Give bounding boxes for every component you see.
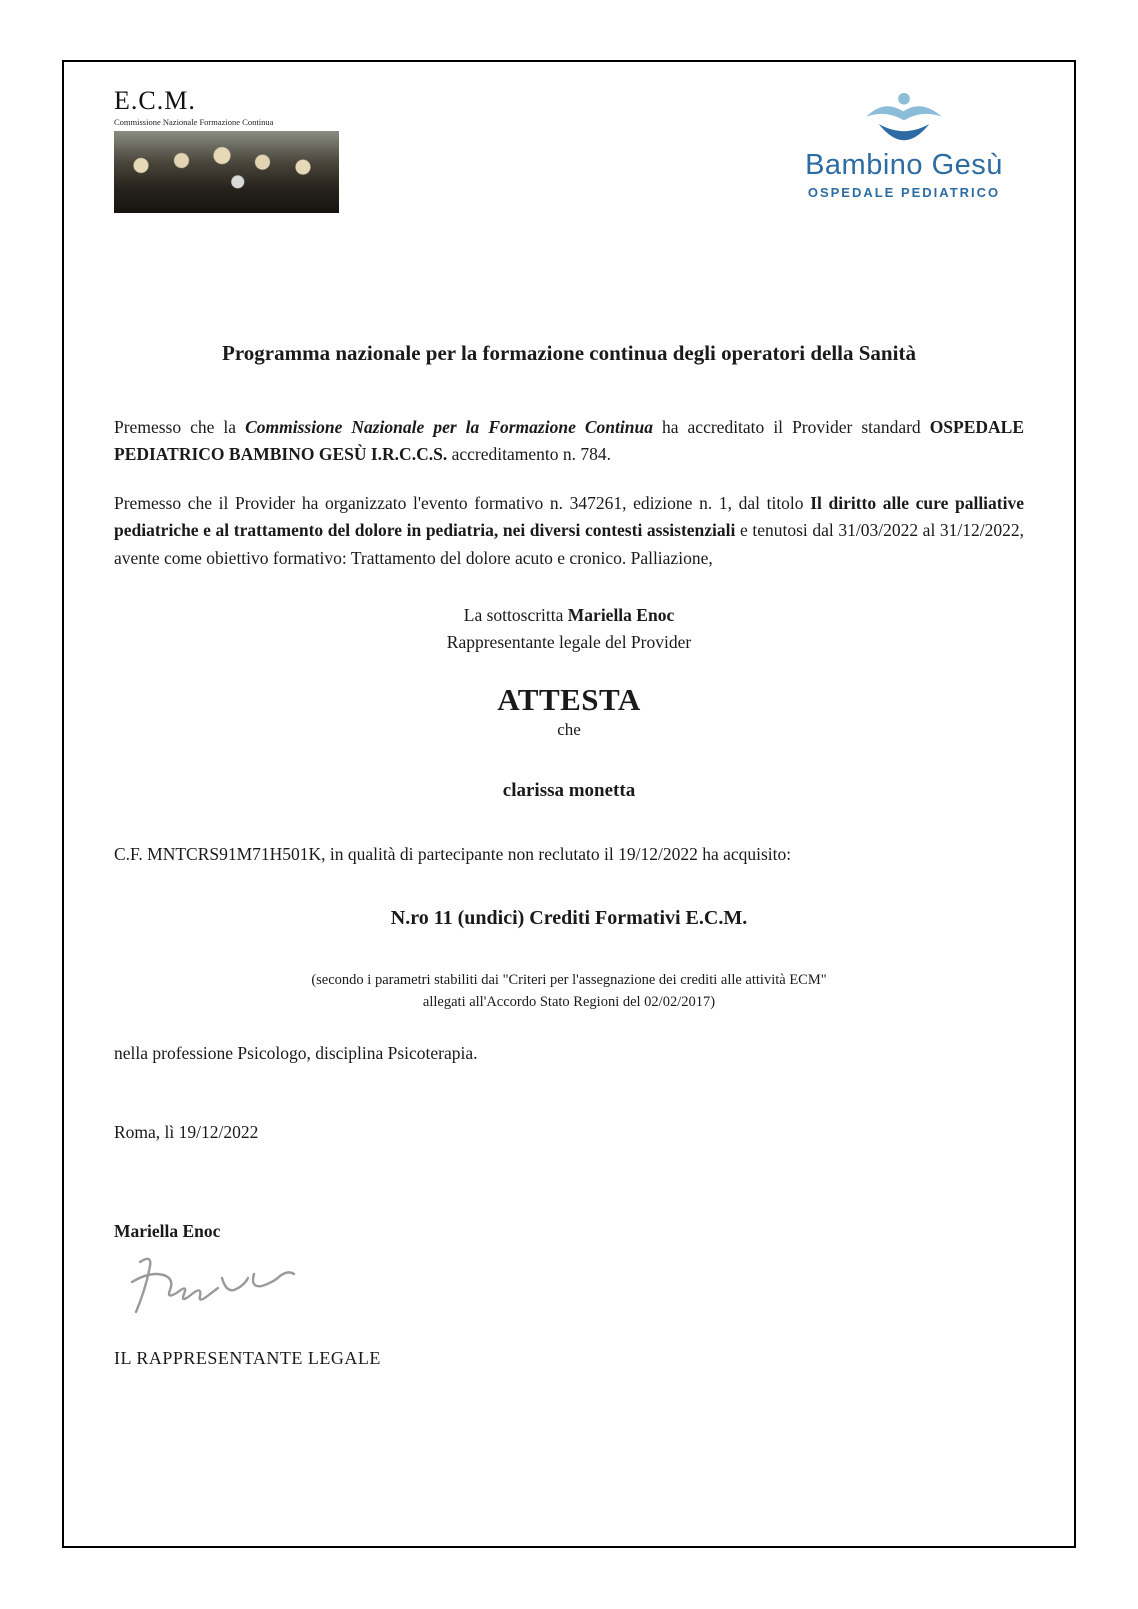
paragraph2-text: Premesso che il Provider ha organizzato l'evento formativo n. 347261, edizione n. 1, dal titolo — [114, 493, 811, 514]
event-title: Il diritto alle cure palliative pediatriche e al trattamento del dolore in pediatria, nei diversi contesti assistenziali — [114, 493, 1025, 541]
criteria-note — [114, 970, 1024, 1014]
header-logos — [114, 86, 1024, 213]
subscriber-line — [114, 602, 1024, 629]
commission-name: Commissione Nazionale per la Formazione Continua — [245, 417, 653, 437]
subscriber-role: Rappresentante legale del Provider — [446, 631, 692, 652]
event-paragraph — [114, 490, 1024, 571]
ecm-logo-title: E.C.M. — [114, 86, 196, 115]
bambino-gesu-logo — [784, 86, 1024, 200]
hospital-subname: OSPEDALE PEDIATRICO — [807, 185, 1001, 200]
credits-line: N.ro 11 (undici) Crediti Formativi E.C.M. — [390, 906, 748, 929]
subscriber-name: Mariella Enoc — [567, 604, 675, 625]
attesta-heading: ATTESTA — [497, 681, 641, 717]
page-title: Programma nazionale per la formazione continua degli operatori della Sanità — [222, 341, 916, 365]
signatory-name: Mariella Enoc — [114, 1221, 221, 1242]
hospital-name: Bambino Gesù — [805, 149, 1003, 181]
paragraph1-text: Premesso che la — [114, 417, 246, 437]
bambino-gesu-bird-icon — [858, 88, 950, 147]
certificate-border — [62, 60, 1076, 1548]
subscriber-prefix: La sottoscritta — [463, 604, 568, 625]
fiscal-code-line: C.F. MNTCRS91M71H501K, in qualità di partecipante non reclutato il 19/12/2022 ha acquisito: — [114, 843, 792, 864]
signature-image — [122, 1248, 1024, 1322]
certificate-content — [64, 62, 1074, 1546]
accreditation-paragraph — [114, 414, 1024, 468]
subscriber-block — [114, 602, 1024, 656]
criteria-note-line2: allegati all'Accordo Stato Regioni del 02/02/2017) — [422, 993, 716, 1010]
participant-name: clarissa monetta — [502, 779, 636, 801]
criteria-note-line1: (secondo i parametri stabiliti dai "Criteri per l'assegnazione dei crediti alle attività ECM" — [311, 971, 827, 988]
profession-line: nella professione Psicologo, disciplina Psicoterapia. — [114, 1043, 478, 1064]
legal-representative-label: IL RAPPRESENTANTE LEGALE — [114, 1348, 381, 1369]
paragraph1-text: accreditamento n. 784. — [447, 444, 611, 465]
paragraph2-text: e tenutosi dal 31/03/2022 al 31/12/2022, avente come obiettivo formativo: Trattamento del dolore acuto e cronico. Palliazione, — [114, 520, 1024, 568]
place-date: Roma, lì 19/12/2022 — [114, 1122, 259, 1143]
paragraph1-text: ha accreditato il Provider standard — [652, 417, 930, 437]
ecm-logo-subtitle: Commissione Nazionale Formazione Continua — [114, 117, 274, 127]
provider-name: OSPEDALE PEDIATRICO BAMBINO GESÙ I.R.C.C.S. — [114, 417, 1025, 465]
ecm-painting-image — [114, 131, 339, 213]
ecm-logo — [114, 86, 354, 213]
attesta-che: che — [557, 719, 581, 739]
